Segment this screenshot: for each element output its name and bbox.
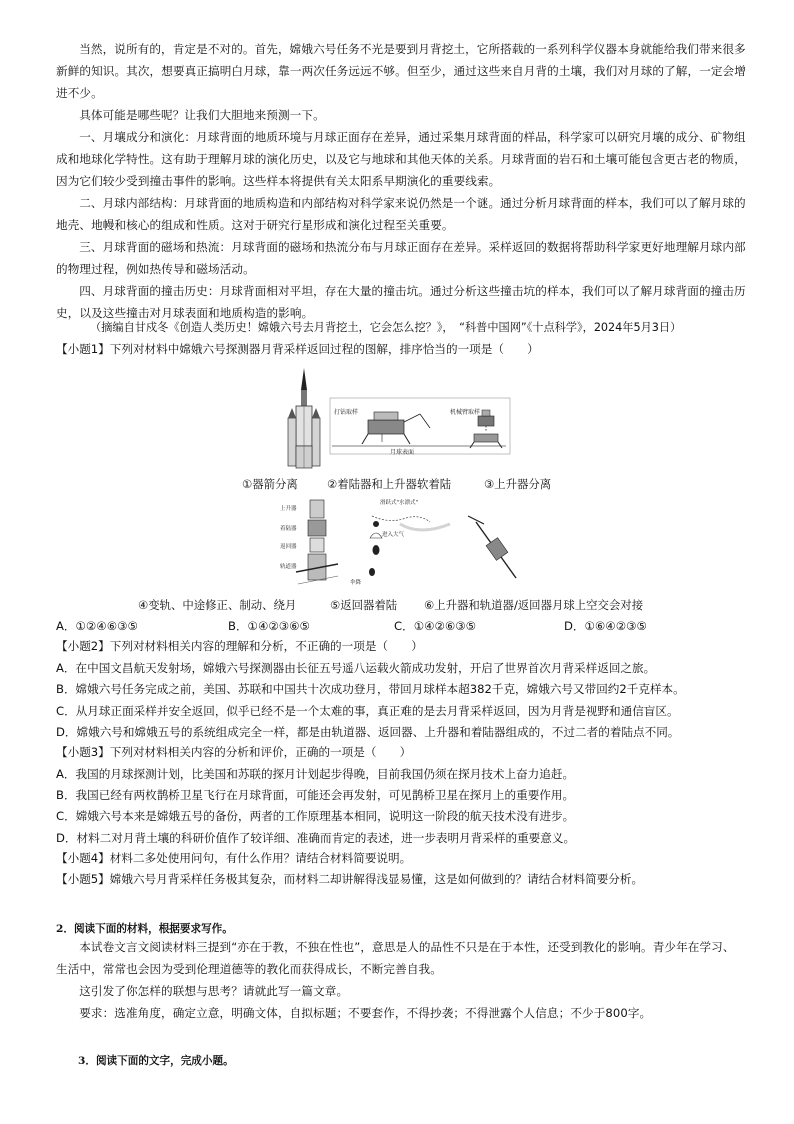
reenter-label: 进入大气: [382, 532, 405, 538]
caption-2: ②着陆器和上升器软着陆: [327, 477, 452, 491]
docking-satellite-icon: [468, 516, 516, 578]
jump-reentry-label: 滑跃式"水漂式": [380, 500, 419, 506]
question-2-option-c[interactable]: C．从月球正面采样并安全返回，似乎已经不是一个太难的事，真正难的是去月背采样返回，因为月背是视野和通信盲区。: [56, 704, 679, 718]
section-2-paragraph-1: 本试卷文言文阅读材料三提到“亦在于教，不独在性也”，意思是人的品性不只是在于本性，还受到教化的影响。青少年在学习、生活中，常常也会因为受到伦理道德等的教化而获得成长，不断完善自我。: [56, 940, 735, 977]
caption-3: ③上升器分离: [484, 477, 552, 491]
section-2-heading: 2．阅读下面的材料，根据要求写作。: [56, 923, 233, 935]
stack-label-lander: 着陆器: [280, 526, 297, 532]
caption-1: ①器箭分离: [242, 477, 298, 491]
rocket-icon: [288, 368, 320, 468]
passage-paragraph-5: 三、月球背面的磁场和热流：月球背面的磁场和热流分布与月球正面存在差异。采样返回的数据将帮助科学家更好地理解月球内部的物理过程，例如热传导和磁场活动。: [56, 240, 746, 277]
passage-paragraph-3: 一、月壤成分和演化：月球背面的地质环境与月球正面存在差异，通过采集月球背面的样品，科学家可以研究月壤的成分、矿物组成和地球化学特性。这有助于理解月球的演化历史，以及它与地球和其他天体的关系。月球背面的岩石和土壤可能包含更古老的物质，因为它们较少受到撞击事件的影响。这些样本将提供有关太阳系早期演化的重要线索。: [56, 130, 746, 189]
question-5-stem: 【小题5】嫦娥六号月背采样任务极其复杂，而材料二却讲解得浅显易懂，这是如何做到的？请结合材料简要分析。: [56, 872, 644, 886]
launch-process-figure-top: [270, 362, 520, 474]
question-4-stem: 【小题4】材料二多处使用问句，有什么作用？请结合材料简要说明。: [56, 851, 412, 865]
question-2-option-a[interactable]: A．在中国文昌航天发射场，嫦娥六号探测器由长征五号遥八运载火箭成功发射，开启了世界首次月背采样返回之旅。: [56, 661, 656, 675]
section-3-heading: 3．阅读下面的文字，完成小题。: [78, 1055, 234, 1067]
question-2-stem: 【小题2】下列对材料相关内容的理解和分析，不正确的一项是（ ）: [56, 639, 423, 653]
question-1-option-b[interactable]: B．①④②③⑥⑤: [228, 619, 310, 633]
launch-process-figure-bottom: [280, 494, 530, 594]
question-3-option-c[interactable]: C．嫦娥六号本来是嫦娥五号的备份，两者的工作原理基本相同，说明这一阶段的航天技术没有进步。: [56, 809, 575, 823]
question-3-option-b[interactable]: B．我国已经有两枚鹊桥卫星飞行在月球背面，可能还会再发射，可见鹊桥卫星在探月上的重要作用。: [56, 788, 575, 802]
question-2-option-b[interactable]: B．嫦娥六号任务完成之前，美国、苏联和中国共十次成功登月，带回月球样本超382千克，嫦娥六号又带回约2千克样本。: [56, 682, 685, 696]
caption-4: ④变轨、中途修正、制动、绕月: [138, 598, 297, 612]
sampling-right-label: 机械臂取样: [450, 409, 481, 416]
stack-label-returner: 返回器: [280, 544, 297, 550]
reentry-path-icon: [350, 498, 450, 586]
question-3-option-d[interactable]: D．材料二对月背土壤的科研价值作了较详细、准确而肯定的表述，进一步表明月背采样的重要意义。: [56, 831, 576, 845]
question-3-stem: 【小题3】下列对材料相关内容的分析和评价，正确的一项是（ ）: [56, 745, 412, 759]
lander-icon: [362, 412, 430, 444]
question-1-option-a[interactable]: A．①②④⑥③⑤: [56, 619, 138, 633]
sampling-left-label: 打钻取样: [334, 409, 359, 416]
section-2-requirements: 要求：选准角度，确定立意，明确文体，自拟标题；不要套作，不得抄袭；不得泄露个人信息；不少于800字。: [79, 1006, 652, 1020]
passage-paragraph-6: 四、月球背面的撞击历史：月球背面相对平坦，存在大量的撞击坑。通过分析这些撞击坑的样本，我们可以了解月球背面的撞击历史，以及这些撞击对月球表面和地质构造的影响。: [56, 284, 746, 321]
spacecraft-stack-icon: [280, 500, 338, 584]
passage-paragraph-2: 具体可能是哪些呢？让我们大胆地来预测一下。: [79, 108, 325, 122]
surface-label: 月球表面: [390, 449, 415, 456]
caption-5: ⑤返回器着陆: [330, 598, 398, 612]
caption-6: ⑥上升器和轨道器/返回器月球上空交会对接: [424, 598, 644, 612]
question-2-option-d[interactable]: D．嫦娥六号和嫦娥五号的系统组成完全一样，都是由轨道器、返回器、上升器和着陆器组成的，不过二者的着陆点不同。: [56, 725, 680, 739]
question-1-option-d[interactable]: D．①⑥④②③⑤: [564, 619, 647, 633]
section-2-paragraph-2: 这引发了你怎样的联想与思考？请就此写一篇文章。: [79, 984, 349, 998]
parachute-label: 伞降: [350, 580, 362, 586]
question-3-option-a[interactable]: A．我国的月球探测计划，比美国和苏联的探月计划起步得晚，目前我国仍须在探月技术上奋力追赶。: [56, 767, 575, 781]
stack-label-ascender: 上升器: [280, 506, 297, 512]
passage-paragraph-1: 当然，说所有的，肯定是不对的。首先，嫦娥六号任务不光是要到月背挖土，它所搭载的一系列科学仪器本身就能给我们带来很多新鲜的知识。其次，想要真正搞明白月球，靠一两次任务远远不够。但至少，通过这些来自月背的土壤，我们对月球的了解，一定会增进不少。: [56, 42, 746, 101]
passage-paragraph-4: 二、月球内部结构：月球背面的地质构造和内部结构对科学家来说仍然是一个谜。通过分析月球背面的样本，我们可以了解月球的地壳、地幔和核心的组成和性质。这对于研究行星形成和演化过程至关重要。: [56, 196, 746, 233]
passage-source: （摘编自甘戍冬《创造人类历史！嫦娥六号去月背挖土，它会怎么挖？》， “科普中国网”《十点科学》，2024年5月3日）: [90, 321, 682, 334]
stack-label-orbiter: 轨道器: [280, 564, 297, 570]
question-1-option-c[interactable]: C．①④②⑥③⑤: [394, 619, 477, 633]
question-1-stem: 【小题1】下列对材料中嫦娥六号探测器月背采样返回过程的图解，排序恰当的一项是（ ）: [56, 342, 539, 356]
